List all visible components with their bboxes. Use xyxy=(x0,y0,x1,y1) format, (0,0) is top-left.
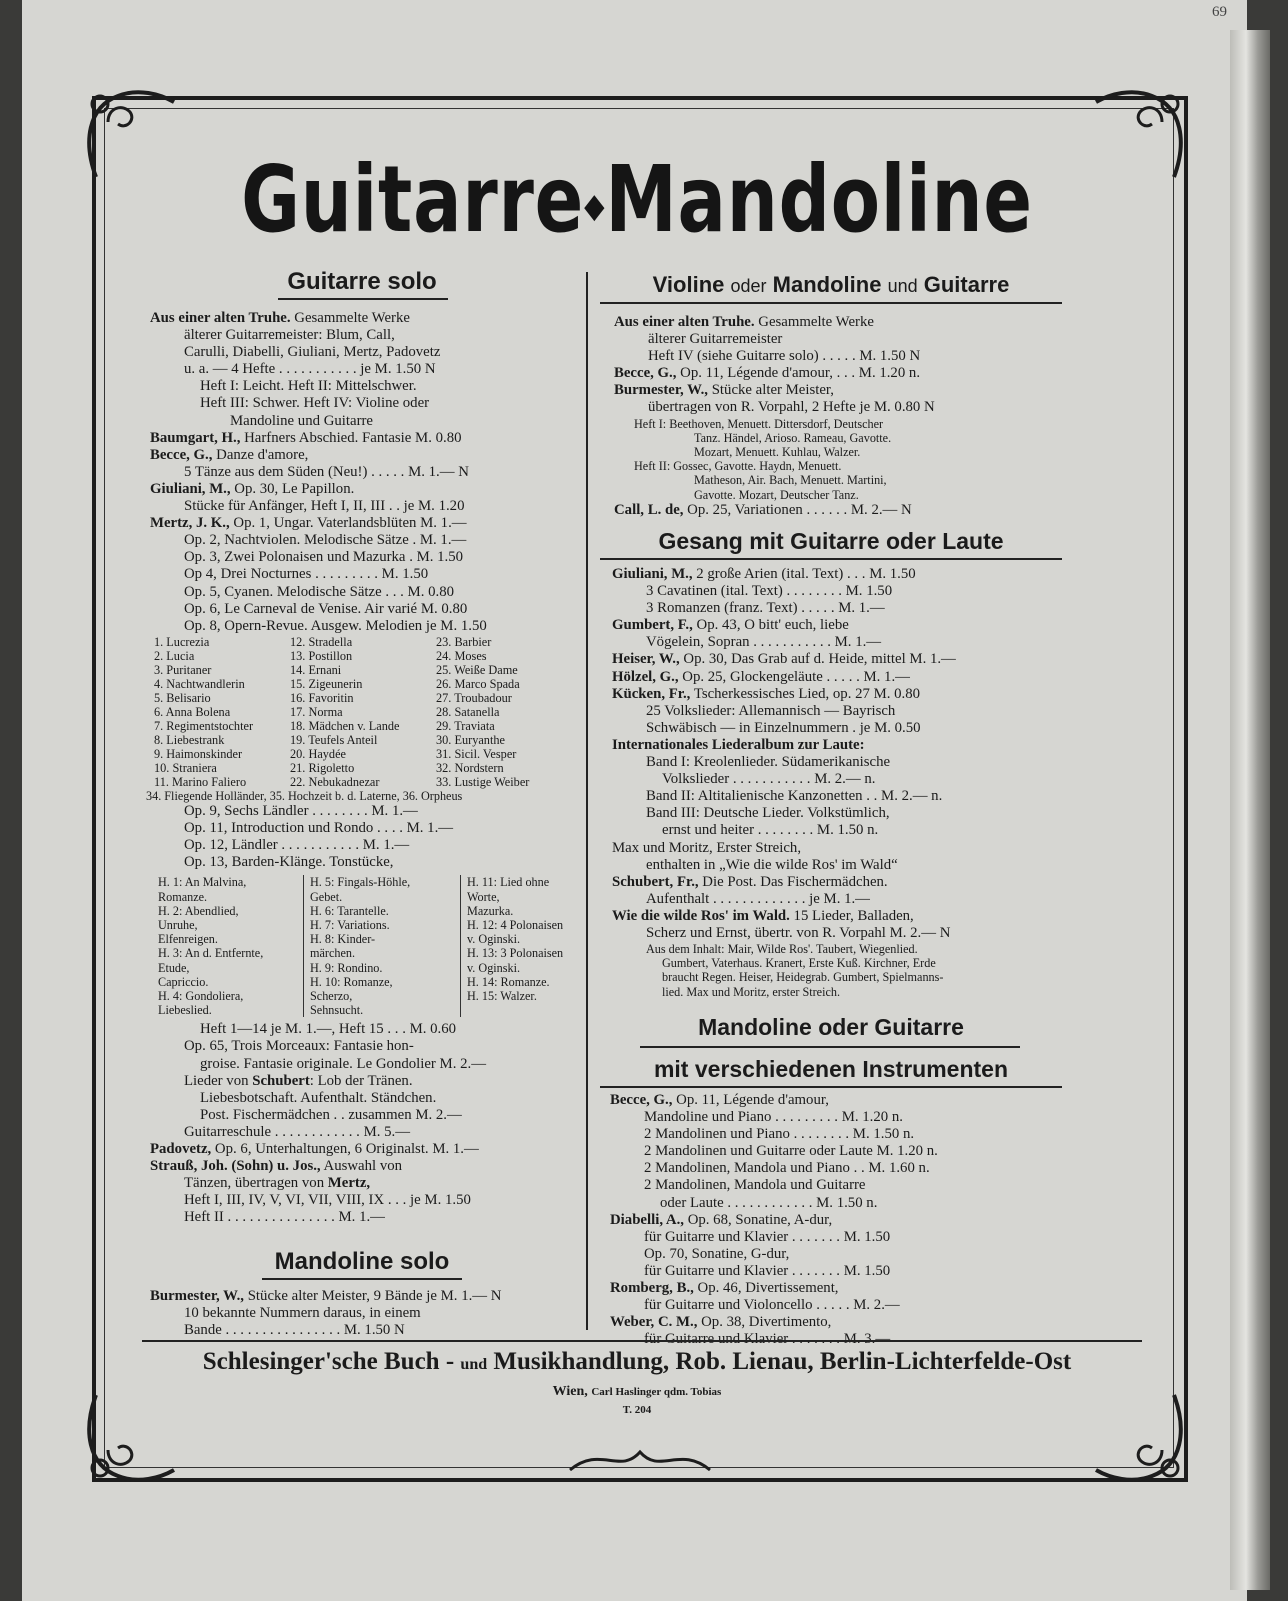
catalog-line: Band I: Kreolenlieder. Südamerikanische xyxy=(646,754,891,771)
catalog-line: Burmester, W., Stücke alter Meister, 9 Bände je M. 1.— N xyxy=(150,1288,502,1304)
opera-item: 2. Lucia xyxy=(154,648,195,663)
catalog-line: 3 Romanzen (franz. Text) . . . . . M. 1.— xyxy=(646,600,885,617)
opera-item: 33. Lustige Weiber xyxy=(436,774,530,789)
composer-name: Romberg, B., xyxy=(610,1280,694,1297)
heft-item: H. 7: Variations. xyxy=(303,918,461,932)
opera-item: 6. Anna Bolena xyxy=(154,704,231,719)
heft-item: Etude, xyxy=(158,960,190,975)
composer-name: Internationales Liederalbum zur Laute: xyxy=(612,736,865,753)
catalog-line: Heft 1—14 je M. 1.—, Heft 15 . . . M. 0.60 xyxy=(200,1021,457,1038)
column-divider xyxy=(586,272,588,1330)
heft-item: H. 11: Lied ohne xyxy=(467,875,550,890)
composer-name: Becce, G., xyxy=(614,365,677,382)
footer-rule xyxy=(142,1340,1142,1342)
composer-name: Mertz, xyxy=(327,1175,371,1192)
catalog-line: Heft III: Schwer. Heft IV: Violine oder xyxy=(200,395,430,412)
heft-item: Worte, xyxy=(467,889,500,904)
opera-item: 20. Haydée xyxy=(290,746,346,761)
heft-item: H. 3: An d. Entfernte, xyxy=(158,946,264,961)
catalog-line: Op. 13, Barden-Klänge. Tonstücke, xyxy=(184,854,394,871)
heft-item: Romanze. xyxy=(158,889,208,904)
heft-item: v. Oginski. xyxy=(467,960,521,975)
catalog-line: Matheson, Air. Bach, Menuett. Martini, xyxy=(694,473,887,488)
composer-name: Giuliani, M., xyxy=(612,566,693,582)
catalog-line: Aus einer alten Truhe. Gesammelte Werke xyxy=(150,310,410,326)
catalog-line: Op. 2, Nachtviolen. Melodische Sätze . M. 1.— xyxy=(184,532,467,549)
catalog-line: Heft I, III, IV, V, VI, VII, VIII, IX . . . je M. 1.50 xyxy=(184,1192,471,1209)
catalog-line: Op. 11, Introduction und Rondo . . . . M. 1.— xyxy=(184,820,454,837)
heft-item: märchen. xyxy=(303,946,461,960)
composer-name: Padovetz, xyxy=(150,1141,212,1158)
catalog-line: Aus einer alten Truhe. Gesammelte Werke xyxy=(614,314,874,330)
catalog-line: Carulli, Diabelli, Giuliani, Mertz, Padovetz xyxy=(184,344,441,361)
catalog-line: 5 Tänze aus dem Süden (Neu!) . . . . . M. 1.— N xyxy=(184,463,469,480)
catalog-line: enthalten in „Wie die wilde Ros' im Wald“ xyxy=(646,856,898,873)
opera-item: 18. Mädchen v. Lande xyxy=(290,718,400,733)
title-mandoline: Mandoline xyxy=(605,146,1033,253)
opera-item: 12. Stradella xyxy=(290,634,353,649)
barden-klaenge-hefte xyxy=(158,875,582,1017)
composer-name: Weber, C. M., xyxy=(610,1314,698,1331)
heading-underline xyxy=(278,298,448,300)
catalog-line: Volkslieder . . . . . . . . . . . M. 2.— n. xyxy=(662,771,876,788)
heading-word: und xyxy=(887,276,918,296)
catalog-line: Heft II . . . . . . . . . . . . . . . M. 1.— xyxy=(184,1209,385,1226)
catalog-line: Op. 70, Sonatine, G-dur, xyxy=(644,1245,790,1262)
heft-item: H. 15: Walzer. xyxy=(467,988,537,1003)
catalog-line: Call, L. de, Op. 25, Variationen . . . . . . M. 2.— N xyxy=(614,501,912,518)
composer-name: Baumgart, H., xyxy=(150,429,241,446)
mandoline-solo-list xyxy=(150,1288,582,1339)
page-number: 69 xyxy=(1212,4,1227,20)
opera-item: 29. Traviata xyxy=(436,718,495,733)
catalog-line: 10 bekannte Nummern daraus, in einem xyxy=(184,1305,421,1322)
catalog-line: 2 Mandolinen und Guitarre oder Laute M. 1.20 n. xyxy=(644,1143,938,1160)
heading-underline xyxy=(600,558,1062,560)
catalog-line: Diabelli, A., Op. 68, Sonatine, A-dur, xyxy=(610,1211,833,1228)
catalog-line xyxy=(612,737,1067,754)
catalog-line: Schwäbisch — in Einzelnummern . je M. 0.50 xyxy=(646,719,921,736)
heading-word: Mandoline xyxy=(772,272,882,297)
catalog-line: Scherz und Ernst, übertr. von R. Vorpahl M. 2.— N xyxy=(646,924,951,941)
catalog-line: 2 Mandolinen, Mandola und Guitarre xyxy=(644,1177,866,1194)
wien-publisher: Carl Haslinger qdm. Tobias xyxy=(591,1386,722,1398)
heading-underline xyxy=(600,1086,1062,1088)
composer-name: Kücken, Fr., xyxy=(612,685,691,702)
heading-underline xyxy=(640,1046,1020,1048)
catalog-line: Heft I: Beethoven, Menuett. Dittersdorf, Deutscher xyxy=(634,416,884,431)
catalog-line: 3 Cavatinen (ital. Text) . . . . . . . . M. 1.50 xyxy=(646,583,893,600)
opera-item: 30. Euryanthe xyxy=(436,732,505,747)
catalog-line: Mozart, Menuett. Kuhlau, Walzer. xyxy=(694,444,861,459)
catalog-line: 2 Mandolinen und Piano . . . . . . . . M. 1.50 n. xyxy=(644,1126,915,1143)
opera-item: 15. Zigeunerin xyxy=(290,676,363,691)
opera-item: 7. Regimentstochter xyxy=(154,718,254,733)
catalog-line: Giuliani, M., 2 große Arien (ital. Text) . . . M. 1.50 xyxy=(612,566,916,582)
opera-item: 8. Liebestrank xyxy=(154,732,225,747)
heft-item: H. 14: Romanze. xyxy=(467,974,550,989)
heft-item: Sehnsucht. xyxy=(303,1003,461,1017)
composer-name: Becce, G., xyxy=(150,446,213,463)
heft-item xyxy=(461,1003,611,1017)
catalog-line: Op. 9, Sechs Ländler . . . . . . . . M. 1.— xyxy=(184,802,418,819)
opera-item: 25. Weiße Dame xyxy=(436,662,518,677)
heft-item: v. Oginski. xyxy=(467,932,521,947)
opera-item: 22. Nebukadnezar xyxy=(290,774,380,789)
opera-item: 24. Moses xyxy=(436,648,487,663)
catalog-line: Padovetz, Op. 6, Unterhaltungen, 6 Originalst. M. 1.— xyxy=(150,1141,479,1158)
opera-item: 4. Nachtwandlerin xyxy=(154,676,245,691)
violine-list xyxy=(614,314,1064,519)
catalog-line: für Guitarre und Klavier . . . . . . . M. 1.50 xyxy=(644,1262,891,1279)
heft-item: H. 13: 3 Polonaisen xyxy=(467,946,564,961)
title-guitarre: Guitarre xyxy=(241,146,585,253)
composer-name: Gumbert, F., xyxy=(612,617,693,634)
mertz-list-2 xyxy=(150,803,582,871)
composer-name: Hölzel, G., xyxy=(612,668,679,685)
opera-item: 1. Lucrezia xyxy=(154,634,210,649)
composer-name: Strauß, Joh. (Sohn) u. Jos., xyxy=(150,1158,321,1175)
catalog-line: Guitarreschule . . . . . . . . . . . . M. 5.— xyxy=(184,1123,411,1140)
opera-item: 32. Nordstern xyxy=(436,760,504,775)
opera-item: 14. Ernani xyxy=(290,662,342,677)
composer-name: Wie die wilde Ros' im Wald. xyxy=(612,907,790,924)
catalog-line: Tänzen, übertragen von Mertz, xyxy=(184,1175,371,1192)
catalog-line: Heft II: Gossec, Gavotte. Haydn, Menuett. xyxy=(634,459,842,474)
composer-name: Becce, G., xyxy=(610,1092,673,1108)
catalog-line: Mertz, J. K., Op. 1, Ungar. Vaterlandsblüten M. 1.— xyxy=(150,515,467,532)
heft-item: H. 10: Romanze, xyxy=(303,975,461,989)
catalog-line: Aufenthalt . . . . . . . . . . . . . je M. 1.— xyxy=(646,890,870,907)
heft-item: Gebet. xyxy=(303,890,461,904)
catalog-line: Romberg, B., Op. 46, Divertissement, xyxy=(610,1280,839,1297)
catalog-line: Heiser, W., Op. 30, Das Grab auf d. Heide, mittel M. 1.— xyxy=(612,651,956,668)
catalog-line: Gumbert, F., Op. 43, O bitt' euch, liebe xyxy=(612,617,849,634)
catalog-line: Burmester, W., Stücke alter Meister, xyxy=(614,382,834,399)
catalog-line: groise. Fantasie originale. Le Gondolier M. 2.— xyxy=(200,1055,487,1072)
catalog-line: Becce, G., Danze d'amore, xyxy=(150,446,309,463)
heading-guitarre-solo: Guitarre solo xyxy=(287,268,437,295)
opera-item: 26. Marco Spada xyxy=(436,676,520,691)
publisher-name: Schlesinger'sche Buch - xyxy=(202,1348,455,1375)
catalog-line: Wie die wilde Ros' im Wald. 15 Lieder, Balladen, xyxy=(612,907,914,924)
composer-name: Burmester, W., xyxy=(150,1288,244,1304)
catalog-line: braucht Regen. Heiser, Heidegrab. Gumbert, Spielmanns- xyxy=(662,970,944,985)
opera-item: 21. Rigoletto xyxy=(290,760,355,775)
heading-word: Guitarre xyxy=(923,272,1010,297)
catalog-line: Becce, G., Op. 11, Légende d'amour, xyxy=(610,1092,829,1108)
heft-item: H. 9: Rondino. xyxy=(303,961,461,975)
heft-item: Elfenreigen. xyxy=(158,932,218,947)
catalog-line: u. a. — 4 Hefte . . . . . . . . . . . je M. 1.50 N xyxy=(184,361,436,378)
opera-item: 3. Puritaner xyxy=(154,662,212,677)
heft-item: H. 1: An Malvina, xyxy=(158,875,247,890)
heading-gesang: Gesang mit Guitarre oder Laute xyxy=(658,528,1004,554)
catalog-line: Lieder von Schubert: Lob der Tränen. xyxy=(184,1072,413,1089)
heft-item: H. 12: 4 Polonaisen xyxy=(467,917,564,932)
catalog-line: Kücken, Fr., Tscherkessisches Lied, op. 27 M. 0.80 xyxy=(612,685,921,702)
publisher-wien xyxy=(112,1384,1162,1400)
catalog-line: lied. Max und Moritz, erster Streich. xyxy=(662,984,841,999)
catalog-code: T. 204 xyxy=(622,1404,652,1416)
heft-item: Capriccio. xyxy=(158,974,209,989)
mertz-list-3 xyxy=(150,1021,582,1226)
heading-word: oder xyxy=(730,276,767,296)
catalog-line: oder Laute . . . . . . . . . . . . M. 1.50 n. xyxy=(660,1194,878,1211)
heft-item: H. 4: Gondoliera, xyxy=(158,988,244,1003)
opera-item: 5. Belisario xyxy=(154,690,211,705)
composer-name: Burmester, W., xyxy=(614,382,708,399)
composer-name: Schubert, Fr., xyxy=(612,873,699,890)
catalog-line: älterer Guitarremeister: Blum, Call, xyxy=(184,327,395,344)
guitarre-solo-list xyxy=(150,310,582,635)
catalog-line: Hölzel, G., Op. 25, Glockengeläute . . . . . M. 1.— xyxy=(612,668,910,685)
composer-name: Heiser, W., xyxy=(612,651,680,668)
heading-mit-instrumenten: mit verschiedenen Instrumenten xyxy=(653,1056,1009,1082)
catalog-line: für Guitarre und Klavier . . . . . . . M. 1.50 xyxy=(644,1228,891,1245)
opera-item: 31. Sicil. Vesper xyxy=(436,746,517,761)
opera-item: 10. Straniera xyxy=(154,760,217,775)
catalog-line: Op. 65, Trois Morceaux: Fantasie hon- xyxy=(184,1038,414,1055)
catalog-line: Op. 8, Opern-Revue. Ausgew. Melodien je M. 1.50 xyxy=(184,617,487,634)
catalog-line: 2 Mandolinen, Mandola und Piano . . M. 1.60 n. xyxy=(644,1160,930,1177)
catalog-line: Op 4, Drei Nocturnes . . . . . . . . . M. 1.50 xyxy=(184,566,429,583)
catalog-line: Heft IV (siehe Guitarre solo) . . . . . M. 1.50 N xyxy=(648,348,921,365)
catalog-line: ernst und heiter . . . . . . . . M. 1.50 n. xyxy=(662,822,879,839)
catalog-line: Strauß, Joh. (Sohn) u. Jos., Auswahl von xyxy=(150,1158,403,1175)
opera-item: 13. Postillon xyxy=(290,648,353,663)
main-title xyxy=(228,140,1047,260)
diamond-icon: ◆ xyxy=(584,185,606,226)
heft-item: H. 2: Abendlied, xyxy=(158,903,239,918)
catalog-line: Bande . . . . . . . . . . . . . . . . M. 1.50 N xyxy=(184,1322,405,1339)
heading-violine-mandoline-guitarre xyxy=(596,272,1066,298)
opera-item: 9. Haimonskinder xyxy=(154,746,243,761)
catalog-line: Vögelein, Sopran . . . . . . . . . . . M. 1.— xyxy=(646,634,882,651)
heading-mandoline-oder-guitarre: Mandoline oder Guitarre xyxy=(698,1014,964,1040)
catalog-line: 25 Volkslieder: Allemannisch — Bayrisch xyxy=(646,702,896,719)
gesang-list xyxy=(612,566,1067,999)
catalog-line: übertragen von R. Vorpahl, 2 Hefte je M. 0.80 N xyxy=(648,399,935,416)
opera-item: 23. Barbier xyxy=(436,634,492,649)
catalog-line: Band II: Altitalienische Kanzonetten . . M. 2.— n. xyxy=(646,788,943,805)
opera-item: 17. Norma xyxy=(290,704,343,719)
catalog-line: Becce, G., Op. 11, Légende d'amour, . . . M. 1.20 n. xyxy=(614,365,921,382)
heading-underline xyxy=(262,1278,462,1280)
catalog-line: Op. 3, Zwei Polonaisen und Mazurka . M. 1.50 xyxy=(184,549,464,566)
catalog-line: Heft I: Leicht. Heft II: Mittelschwer. xyxy=(200,378,417,395)
catalog-line: Post. Fischermädchen . . zusammen M. 2.— xyxy=(200,1106,462,1123)
catalog-line: Stücke für Anfänger, Heft I, II, III . . je M. 1.20 xyxy=(184,498,465,515)
catalog-line: älterer Guitarremeister xyxy=(648,331,783,348)
catalog-line: Band III: Deutsche Lieder. Volkstümlich, xyxy=(646,805,890,822)
publisher-line xyxy=(112,1348,1162,1376)
catalog-line: Op. 12, Ländler . . . . . . . . . . . M. 1.— xyxy=(184,837,410,854)
heading-mandoline-solo: Mandoline solo xyxy=(274,1248,450,1275)
composer-name: Aus einer alten Truhe. xyxy=(150,310,291,326)
catalog-line: Baumgart, H., Harfners Abschied. Fantasie M. 0.80 xyxy=(150,429,462,446)
corner-ornament-top-right xyxy=(1092,82,1192,182)
catalog-line: Mandoline und Piano . . . . . . . . . M. 1.20 n. xyxy=(644,1109,903,1126)
opern-revue-list xyxy=(154,635,582,789)
heft-item: Liebeslied. xyxy=(158,1003,212,1018)
composer-name: Mertz, J. K., xyxy=(150,515,230,532)
page-edge xyxy=(1230,30,1270,1590)
heft-item: H. 8: Kinder- xyxy=(303,932,461,946)
opern-revue-last: 34. Fliegende Holländer, 35. Hochzeit b. d. Laterne, 36. Orpheus xyxy=(146,788,463,803)
opera-item: 11. Marino Faliero xyxy=(154,774,247,789)
heft-item: Unruhe, xyxy=(158,917,198,932)
opera-item: 28. Satanella xyxy=(436,704,500,719)
catalog-line: Mandoline und Guitarre xyxy=(230,412,373,429)
publisher-address: Musikhandlung, Rob. Lienau, Berlin-Lichterfelde-Ost xyxy=(493,1348,1072,1375)
wien-label: Wien, xyxy=(552,1384,588,1399)
heft-item: H. 5: Fingals-Höhle, xyxy=(303,875,461,889)
catalog-line: Weber, C. M., Op. 38, Divertimento, xyxy=(610,1314,832,1331)
opera-item: 16. Favoritin xyxy=(290,690,354,705)
heading-word: Violine xyxy=(652,272,725,297)
catalog-line: Giuliani, M., Op. 30, Le Papillon. xyxy=(150,480,355,497)
corner-ornament-top-left xyxy=(78,82,178,182)
catalog-line: Max und Moritz, Erster Streich, xyxy=(612,839,802,856)
composer-name: Aus einer alten Truhe. xyxy=(614,314,755,330)
opera-item: 19. Teufels Anteil xyxy=(290,732,378,747)
catalog-line: Schubert, Fr., Die Post. Das Fischermädchen. xyxy=(612,873,888,890)
publisher-und: und xyxy=(460,1356,488,1373)
catalog-line: Gavotte. Mozart, Deutscher Tanz. xyxy=(694,487,859,502)
catalog-line: Op. 6, Le Carneval de Venise. Air varié M. 0.80 xyxy=(184,600,468,617)
heft-item: H. 6: Tarantelle. xyxy=(303,904,461,918)
left-column xyxy=(146,310,582,1227)
opera-item: 27. Troubadour xyxy=(436,690,512,705)
heading-underline xyxy=(600,302,1062,304)
catalog-line: für Guitarre und Violoncello . . . . . M. 2.— xyxy=(644,1297,900,1314)
catalog-line: Op. 5, Cyanen. Melodische Sätze . . . M. 0.80 xyxy=(184,583,454,600)
composer-name: Call, L. de, xyxy=(614,501,684,518)
catalog-line: Aus dem Inhalt: Mair, Wilde Ros'. Taubert, Wiegenlied. xyxy=(646,942,918,957)
bottom-center-ornament xyxy=(560,1440,720,1480)
catalog-line: Tanz. Händel, Arioso. Rameau, Gavotte. xyxy=(694,430,892,445)
composer-name: Diabelli, A., xyxy=(610,1211,684,1228)
catalog-line: Gumbert, Vaterhaus. Kranert, Erste Kuß. Kirchner, Erde xyxy=(662,956,936,971)
catalog-line: Liebesbotschaft. Aufenthalt. Ständchen. xyxy=(200,1089,437,1106)
composer-name: Schubert xyxy=(252,1072,310,1089)
heft-item: Mazurka. xyxy=(467,903,514,918)
mandoline-oder-list xyxy=(610,1092,1065,1348)
heft-item: Scherzo, xyxy=(303,989,461,1003)
composer-name: Giuliani, M., xyxy=(150,480,231,497)
